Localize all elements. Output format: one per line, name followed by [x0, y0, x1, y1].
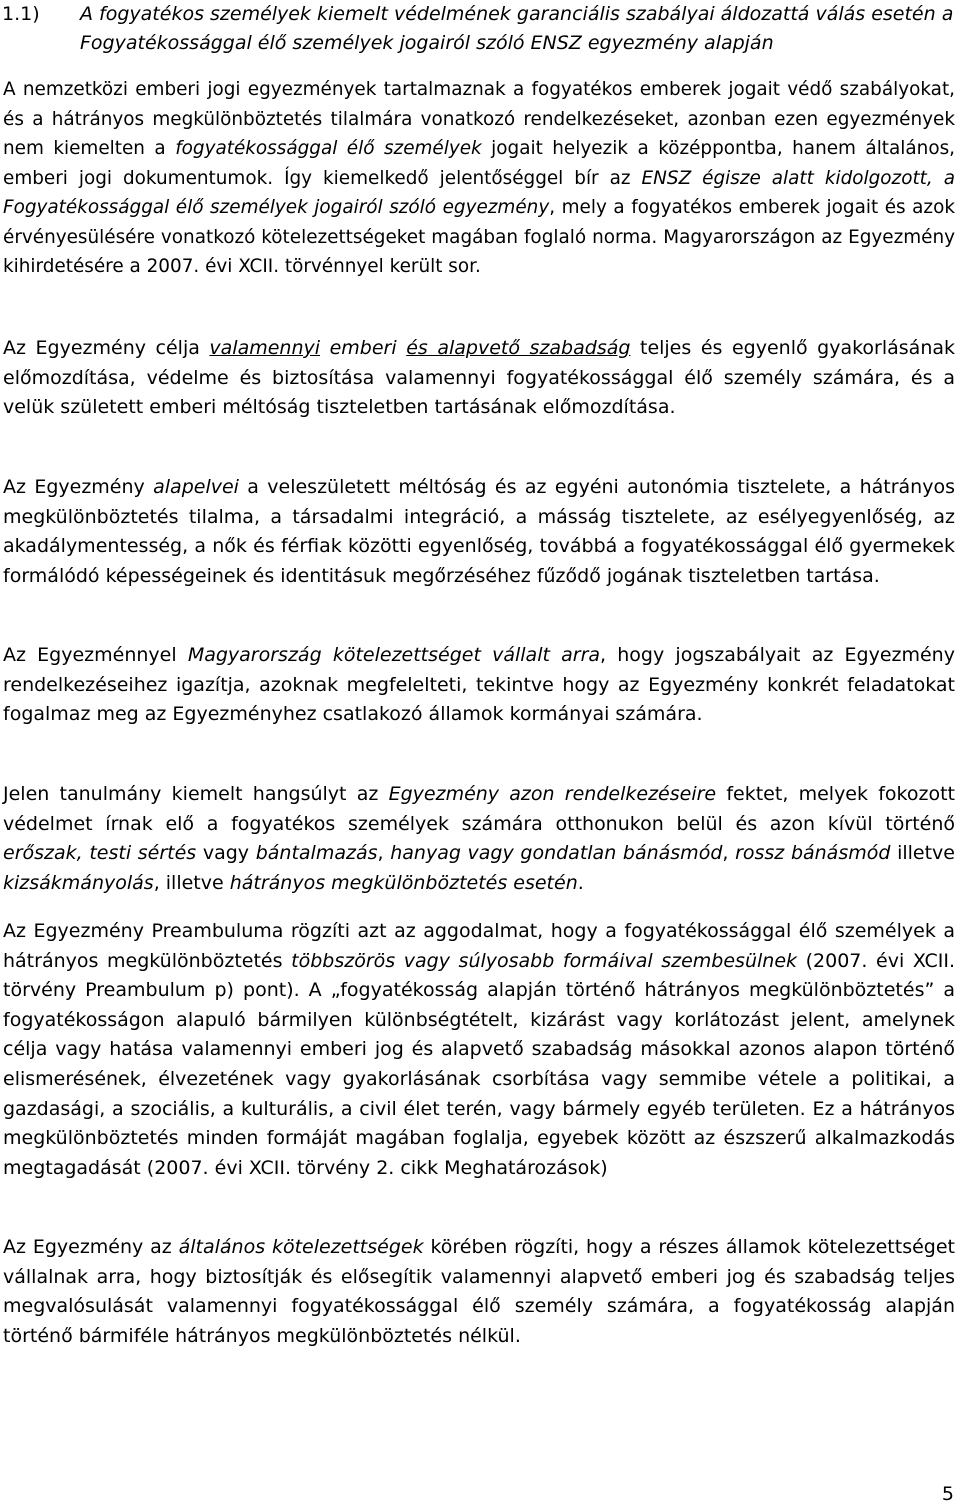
paragraph-6: [3, 917, 955, 1183]
text-segment: erőszak, testi sértés: [3, 842, 197, 865]
text-segment: bántalmazás: [255, 842, 378, 865]
text-segment: A nemzetközi emberi jogi egyezmények tartalmaznak a fogyatékos emberek jogait védő szabályokat, és a hátrányos megkülönböztetés tilalmára vonatkozó rendelkezéseket, azonban ezen egyezmények nem kiemelten a: [3, 79, 955, 159]
text-segment: Az Egyezmény az: [3, 1236, 179, 1258]
text-segment: kizsákmányolás: [3, 871, 154, 894]
text-segment: .: [577, 871, 584, 894]
text-segment: és alapvető szabadság: [406, 337, 631, 359]
paragraph-1: [3, 75, 955, 282]
text-segment: Magyarország kötelezettséget vállalt arra: [187, 644, 601, 666]
text-segment: jogait helyezik a középpontba, hanem általános, emberi jogi dokumentumok. Így kiemelkedő jelentőséggel bír az: [3, 138, 956, 189]
text-segment: [397, 337, 407, 359]
text-segment: illetve: [890, 842, 955, 865]
paragraph-2: [3, 334, 955, 423]
text-segment: [320, 337, 330, 359]
text-segment: alapelvei: [153, 476, 239, 498]
text-segment: vagy: [196, 842, 256, 865]
text-segment: , hogy jogszabályait az Egyezmény rendelkezéseihez igazítja, azoknak megfelelteti, tekintve hogy az Egyezmény konkrét feladatokat fogalmaz meg az Egyezményhez csatlakozó államok kormányai számára.: [3, 644, 955, 726]
text-segment: Az Egyezmény: [3, 476, 154, 498]
text-segment: emberi: [329, 337, 397, 359]
text-segment: hanyag vagy gondatlan bánásmód: [390, 842, 723, 865]
text-segment: , illetve: [153, 871, 230, 894]
section-number: 1.1): [2, 3, 40, 25]
text-segment: hátrányos megkülönböztetés esetén: [229, 871, 578, 894]
text-segment: ,: [722, 842, 736, 865]
text-segment: Az Egyezmény Preambuluma rögzíti azt az aggodalmat, hogy a fogyatékossággal élő személyek a hátrányos megkülönböztetés: [3, 920, 955, 972]
text-segment: általános kötelezettségek: [178, 1236, 424, 1258]
text-segment: Az Egyezménnyel: [3, 644, 188, 666]
text-segment: Egyezmény azon rendelkezéseire: [388, 783, 717, 805]
section-heading: [2, 0, 957, 58]
text-segment: valamennyi: [209, 337, 321, 359]
paragraph-5: [3, 780, 955, 898]
text-segment: fogyatékossággal élő személyek: [175, 138, 482, 159]
section-title: A fogyatékos személyek kiemelt védelmének garanciális szabályai áldozattá válás esetén a Fogyatékossággal élő személyek jogairól szóló ENSZ egyezmény alapján: [80, 3, 954, 54]
text-segment: ENSZ égisze alatt kidolgozott, a Fogyatékossággal élő személyek jogairól szóló egyezmény: [3, 167, 955, 218]
text-segment: a veleszületett méltóság és az egyéni autonómia tisztelete, a hátrányos megkülönböztetés tilalma, a társadalmi integráció, a másság tisztelete, az esélyegyenlőség, az akadálymentesség, a nők és férfiak közötti egyenlőség, továbbá a fogyatékossággal élő gyermekek formálódó képességeinek és identitásuk megőrzéséhez fűződő jogának tiszteletben tartása.: [3, 476, 955, 587]
text-segment: , mely a fogyatékos emberek jogait és azok érvényesülésére vonatkozó kötelezettségeket magában foglaló norma. Magyarországon az Egyezmény kihirdetésére a 2007. évi XCII. törvénnyel került sor.: [3, 197, 955, 277]
page-number: 5: [941, 1483, 954, 1505]
text-segment: Jelen tanulmány kiemelt hangsúlyt az: [3, 783, 389, 805]
text-segment: (2007. évi XCII. törvény Preambulum p) pont). A „fogyatékosság alapján történő hátrányos megkülönböztetés” a fogyatékosságon alapuló bármilyen különbségtételt, kizárást vagy korlátozást jelent, amelynek célja vagy hatása valamennyi emberi jog és alapvető szabadság másokkal azonos alapon történő elismerésének, élvezetének vagy gyakorlásának csorbítása vagy semmibe vétele a politikai, a gazdasági, a szociális, a kulturális, a civil élet terén, vagy bármely egyéb területen. Ez a hátrányos megkülönböztetés minden formáját magában foglalja, egyebek között az észszerű alkalmazkodás megtagadását (2007. évi XCII. törvény 2. cikk Meghatározások): [3, 949, 955, 1179]
paragraph-7: [3, 1233, 955, 1351]
text-segment: ,: [377, 842, 391, 865]
text-segment: körében rögzíti, hogy a részes államok kötelezettséget vállalnak arra, hogy biztosítják és elősegítik valamennyi alapvető emberi jog és szabadság teljes megvalósulását valamennyi fogyatékossággal élő személy számára, a fogyatékosság alapján történő bármiféle hátrányos megkülönböztetés nélkül.: [3, 1236, 955, 1347]
paragraph-3: [3, 473, 955, 591]
text-segment: rossz bánásmód: [735, 842, 891, 865]
text-segment: teljes és egyenlő gyakorlásának előmozdítása, védelme és biztosítása valamennyi fogyatékossággal élő személy számára, és a velük született emberi méltóság tiszteletben tartásának előmozdítása.: [3, 337, 956, 419]
text-segment: többszörös vagy súlyosabb formáival szembesülnek: [291, 949, 798, 972]
paragraph-4: [3, 641, 955, 730]
text-segment: Az Egyezmény célja: [3, 337, 210, 359]
text-segment: fektet, melyek fokozott védelmet írnak elő a fogyatékos személyek számára otthonukon belül és azon kívül történő: [3, 783, 955, 835]
